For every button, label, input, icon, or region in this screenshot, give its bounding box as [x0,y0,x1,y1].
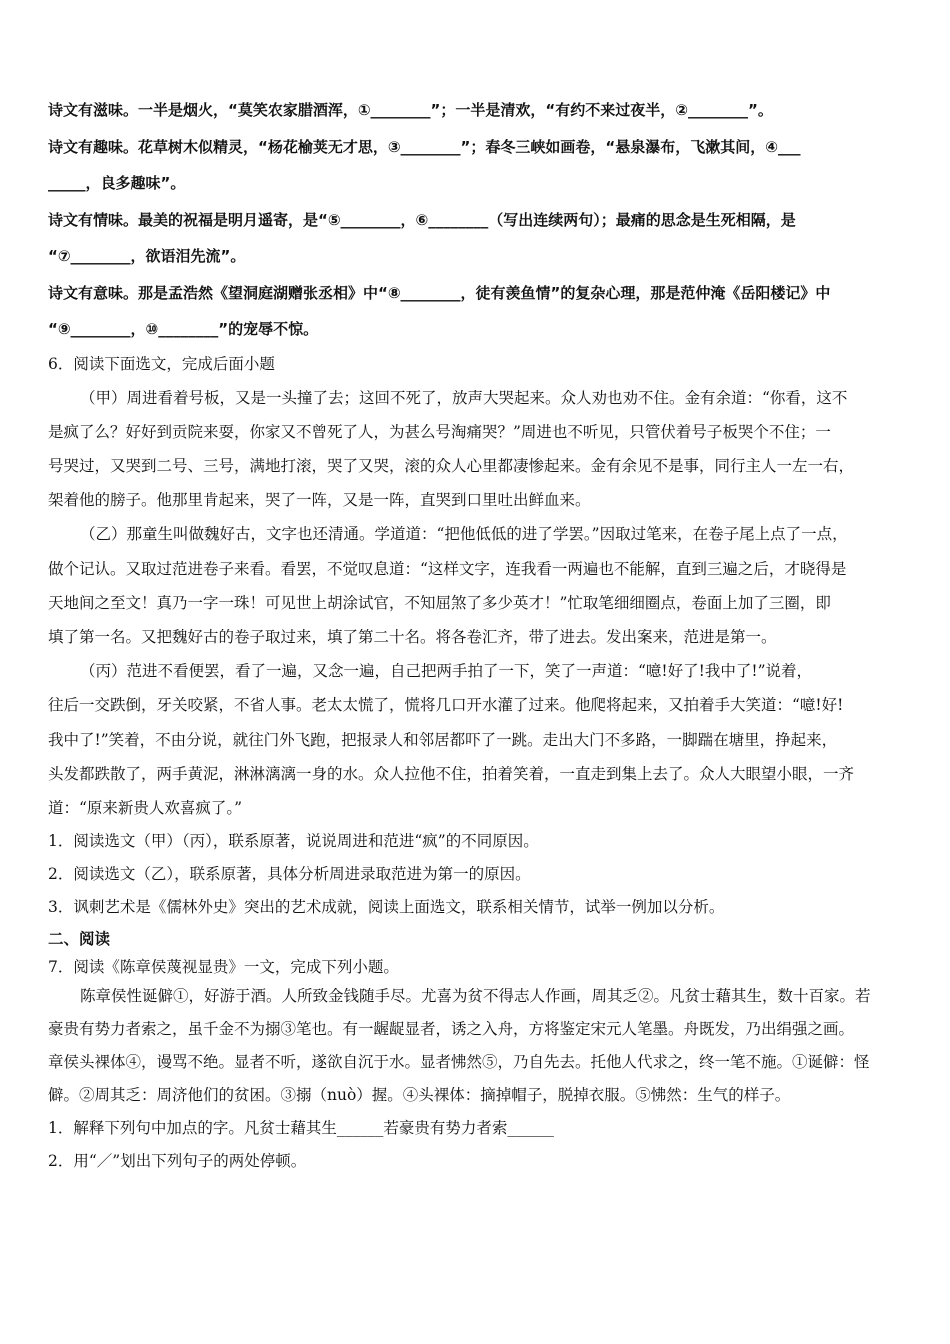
passage-jia [48,381,910,518]
passage-line: 做个记认。又取过范进卷子来看。看罢，不觉叹息道：“这样文字，连我看一两遍也不能解，直到三遍之后，才晓得是 [48,559,847,578]
poetry-line: 诗文有滋味。一半是烟火，“莫笑农家腊酒浑，①________”；一半是清欢，“有约不来过夜半，②________”。 [48,101,773,119]
passage-line: （甲）周进看着号板，又是一头撞了去；这回不死了，放声大哭起来。众人劝也劝不住。金有余道：“你看，这不 [80,388,848,407]
passage-line: 头发都跌散了，两手黄泥，淋淋漓漓一身的水。众人拉他不住，拍着笑着，一直走到集上去了。众人大眼望小眼，一齐 [48,764,855,783]
poetry-line: “⑦________，欲语泪先流”。 [48,247,246,265]
passage-line: 陈章侯性诞僻①，好游于酒。人所致金钱随手尽。尤喜为贫不得志人作画，周其乏②。凡贫士藉其生，数十百家。若 [80,987,871,1006]
passage-line: 我中了!”笑着，不由分说，就往门外飞跑，把报录人和邻居都吓了一跳。走出大门不多路，一脚踹在塘里，挣起来， [48,730,838,749]
passage-bing [48,654,910,825]
sub-question: 2．用“／”划出下列句子的两处停顿。 [48,1151,307,1170]
question-7-passage [48,980,910,1112]
passage-line: 是疯了么？好好到贡院来耍，你家又不曾死了人，为甚么号淘痛哭？”周进也不听见，只管伏着号子板哭个不住；一 [48,422,831,441]
poetry-fill-in-block [48,92,910,348]
sub-question: 3．讽刺艺术是《儒林外史》突出的艺术成就，阅读上面选文，联系相关情节，试举一例加以分析。 [48,898,725,917]
poetry-line: “⑨________，⑩________”的宠辱不惊。 [48,320,319,338]
section-heading: 二、阅读 [48,930,111,949]
passage-line: （丙）范进不看便罢，看了一遍，又念一遍，自己把两手拍了一下，笑了一声道：“噫!好了!我中了!”说着， [80,662,813,681]
question-6-title: 6．阅读下面选文，完成后面小题 [48,354,275,373]
poetry-line: _____，良多趣味”。 [48,174,186,192]
passage-yi [48,517,910,654]
passage-line: 天地间之至文！真乃一字一珠！可见世上胡涂试官，不知屈煞了多少英才！”忙取笔细细圈点，卷面上加了三圈，即 [48,593,831,612]
passage-line: 填了第一名。又把魏好古的卷子取过来，填了第二十名。将各卷汇齐，带了进去。发出案来，范进是第一。 [48,627,777,646]
poetry-line: 诗文有情味。最美的祝福是明月遥寄，是“⑤________，⑥________（写出连续两句）；最痛的思念是生死相隔，是 [48,210,796,229]
sub-question: 1．解释下列句中加点的字。凡贫士藉其生______若豪贵有势力者索______ [48,1119,554,1138]
passage-line: （乙）那童生叫做魏好古，文字也还清通。学道道：“把他低低的进了学罢。”因取过笔来，在卷子尾上点了一点， [80,525,848,544]
poetry-line: 诗文有趣味。花草树木似精灵，“杨花榆荚无才思，③________”；春冬三峡如画卷，“悬泉瀑布，飞漱其间，④___ [48,137,801,156]
exam-page [48,92,910,1177]
passage-line: 僻。②周其乏：周济他们的贫困。③搦（nuò）握。④头裸体：摘掉帽子，脱掉衣服。⑤怫然：生气的样子。 [48,1086,791,1105]
passage-line: 道：“原来新贵人欢喜疯了。” [48,798,243,817]
poetry-line: 诗文有意味。那是孟浩然《望洞庭湖赠张丞相》中“⑧________，徒有羡鱼情”的复杂心理，那是范仲淹《岳阳楼记》中 [48,283,831,302]
passage-line: 豪贵有势力者索之，虽千金不为搦③笔也。有一龌龊显者，诱之入舟，方将鉴定宋元人笔墨。舟既发，乃出绢强之画。 [48,1020,855,1039]
sub-question: 1．阅读选文（甲）（丙），联系原著，说说周进和范进“疯”的不同原因。 [48,832,539,851]
sub-question: 2．阅读选文（乙），联系原著，具体分析周进录取范进为第一的原因。 [48,865,531,884]
passage-line: 架着他的膀子。他那里肯起来，哭了一阵，又是一阵，直哭到口里吐出鲜血来。 [48,491,591,510]
passage-line: 往后一交跌倒，牙关咬紧，不省人事。老太太慌了，慌将几口开水灌了过来。他爬将起来，又拍着手大笑道：“噫!好! [48,696,844,715]
passage-line: 章侯头裸体④，谩骂不绝。显者不听，遂欲自沉于水。显者怫然⑤，乃自先去。托他人代求之，终一笔不施。①诞僻：怪 [48,1053,870,1072]
question-7-subquestions [48,1112,910,1177]
question-6-subquestions [48,825,910,924]
passage-line: 号哭过，又哭到二号、三号，满地打滚，哭了又哭，滚的众人心里都凄惨起来。金有余见不是事，同行主人一左一右， [48,456,855,475]
question-7-title: 7．阅读《陈章侯蔑视显贵》一文，完成下列小题。 [48,958,399,977]
